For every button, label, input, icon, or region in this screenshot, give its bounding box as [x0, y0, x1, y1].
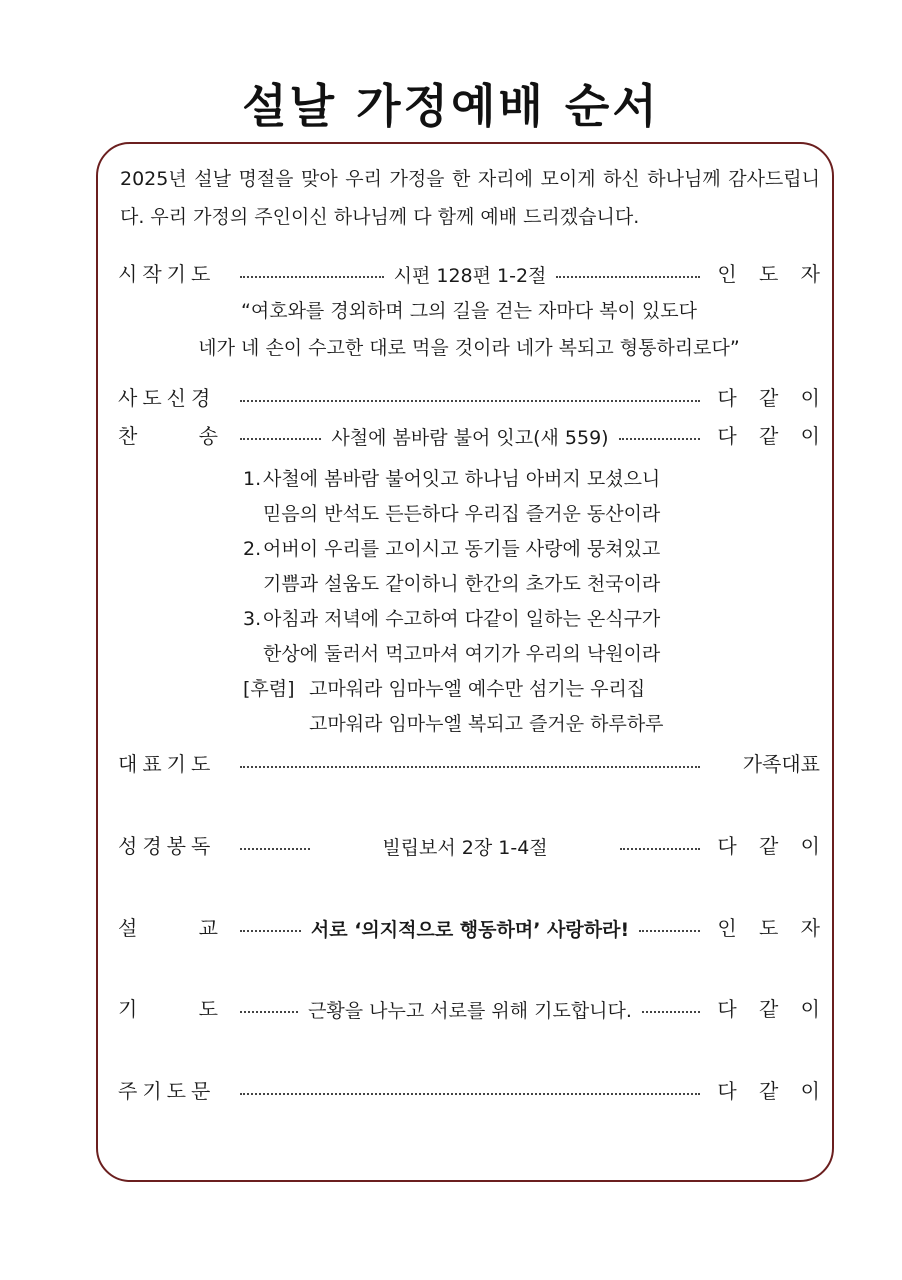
order-row-hymn: [118, 418, 828, 454]
dot-leader: [240, 438, 321, 440]
dot-leader: [642, 1011, 700, 1013]
hymn-verse-line: 기쁨과 설움도 같이하니 한간의 초가도 천국이라: [263, 573, 661, 595]
order-label: [118, 910, 218, 946]
order-role: 다 같 이: [717, 424, 828, 448]
order-role: 다 같 이: [717, 997, 828, 1021]
dot-leader: [240, 400, 700, 402]
order-label-char: 도: [198, 997, 218, 1021]
order-leader: [240, 380, 700, 416]
order-text: 사철에 봄바람 불어 잇고(새 559): [331, 426, 609, 449]
order-row-creed: [118, 380, 828, 416]
dot-leader: [620, 848, 700, 850]
dot-leader: [240, 930, 301, 932]
order-leader: [240, 1073, 700, 1109]
verse-text: 어버이 우리를 고이시고 동기들 사랑에 뭉쳐있고: [263, 538, 661, 560]
verse-text: 사철에 봄바람 불어잇고 하나님 아버지 모셨으니: [263, 468, 661, 490]
order-leader: [240, 828, 700, 864]
order-text: 근황을 나누고 서로를 위해 기도합니다.: [308, 999, 632, 1022]
verse-text: 아침과 저녁에 수고하여 다같이 일하는 온식구가: [263, 608, 661, 630]
chorus-label: [후렴]: [243, 678, 295, 700]
order-label-char: 교: [198, 916, 218, 940]
verse-number: 3.: [243, 608, 262, 630]
order-text: 시편 128편 1-2절: [393, 264, 547, 287]
dot-leader: [240, 1093, 700, 1095]
verse-number: 2.: [243, 538, 262, 560]
page-title: 설날 가정예배 순서: [242, 79, 660, 133]
order-leader: [240, 746, 700, 782]
scripture-quote-line: 네가 네 손이 수고한 대로 먹을 것이라 네가 복되고 형통하리로다”: [198, 337, 740, 359]
order-label: 대표기도: [118, 752, 216, 776]
order-label-char: 설: [118, 916, 138, 940]
order-leader: [240, 991, 700, 1027]
hymn-verse-line: 믿음의 반석도 든든하다 우리집 즐거운 동산이라: [263, 503, 661, 525]
order-row-prayer: [118, 991, 828, 1027]
order-leader: [240, 418, 700, 454]
order-label: 성경봉독: [118, 834, 216, 858]
order-row-sermon: [118, 910, 828, 946]
sermon-title: 서로 ‘의지적으로 행동하며’ 사랑하라!: [310, 918, 630, 941]
dot-leader: [639, 930, 700, 932]
order-row-representative-prayer: [118, 746, 820, 782]
hymn-chorus-line: [243, 672, 713, 707]
order-label: 사도신경: [118, 386, 216, 410]
order-role: 가족대표: [742, 752, 820, 776]
order-label: [118, 418, 218, 454]
order-label-char: 송: [198, 424, 218, 448]
order-leader: [240, 256, 700, 292]
order-role: 다 같 이: [717, 1079, 828, 1103]
hymn-chorus-line: 고마워라 임마누엘 복되고 즐거운 하루하루: [309, 713, 664, 735]
dot-leader: [240, 276, 384, 278]
hymn-verse-line: [243, 602, 713, 637]
order-role: 다 같 이: [717, 834, 828, 858]
hymn-verse-line: 한상에 둘러서 먹고마셔 여기가 우리의 낙원이라: [263, 643, 661, 665]
order-role: 인 도 자: [717, 262, 828, 286]
order-label: 주기도문: [118, 1079, 216, 1103]
order-role: 다 같 이: [717, 386, 828, 410]
order-row-opening-prayer: [118, 256, 828, 292]
dot-leader: [240, 848, 310, 850]
order-label: 시작기도: [118, 262, 216, 286]
order-row-scripture-reading: [118, 828, 828, 864]
order-text: 빌립보서 2장 1-4절: [382, 836, 548, 859]
scripture-quote-line: “여호와를 경외하며 그의 길을 걷는 자마다 복이 있도다: [241, 300, 697, 322]
dot-leader: [619, 438, 700, 440]
hymn-verse-line: [243, 532, 713, 567]
hymn-verse-line: [243, 462, 713, 497]
order-row-lords-prayer: [118, 1073, 828, 1109]
order-role: 인 도 자: [717, 916, 828, 940]
dot-leader: [240, 766, 700, 768]
hymn-lyrics: [243, 462, 713, 742]
order-leader: [240, 910, 700, 946]
chorus-text: 고마워라 임마누엘 예수만 섬기는 우리집: [309, 678, 646, 700]
order-label-char: 기: [118, 997, 138, 1021]
order-label-char: 찬: [118, 424, 138, 448]
verse-number: 1.: [243, 468, 262, 490]
order-label: [118, 991, 218, 1027]
intro-paragraph: 2025년 설날 명절을 맞아 우리 가정을 한 자리에 모이게 하신 하나님께 감사드립니다. 우리 가정의 주인이신 하나님께 다 함께 예배 드리겠습니다.: [120, 168, 820, 228]
dot-leader: [556, 276, 700, 278]
dot-leader: [240, 1011, 298, 1013]
